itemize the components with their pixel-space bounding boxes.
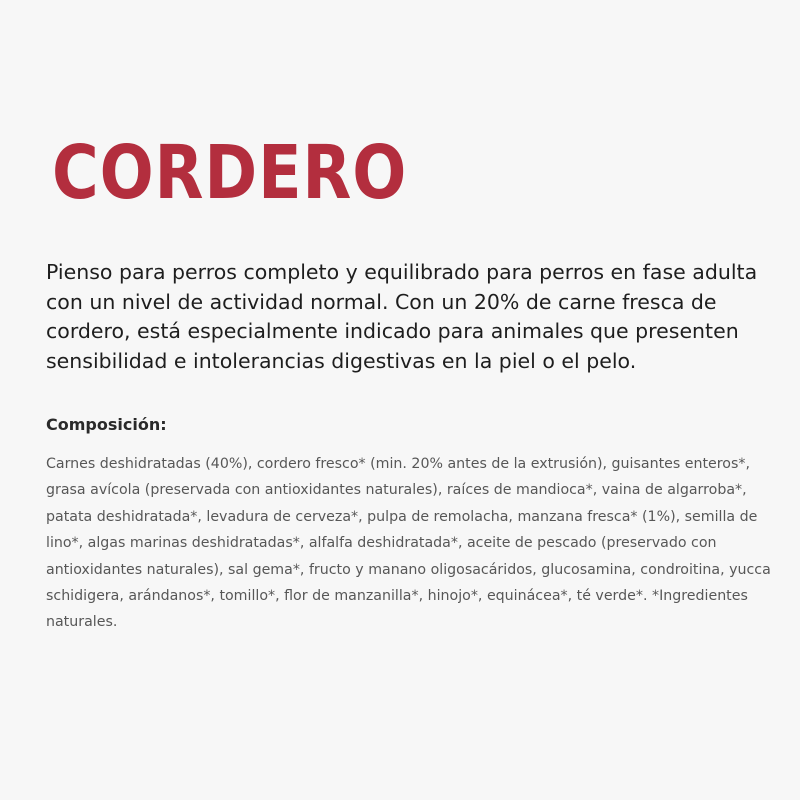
composition-text: Carnes deshidratadas (40%), cordero fresco* (min. 20% antes de la extrusión), guisantes enteros*, grasa avícola (preservada con antioxidantes naturales), raíces de mandioca*, vaina de algarroba*, patata deshidratada*, levadura de cerveza*, pulpa de remolacha, manzana fresca* (1%), semilla de lino*, algas marinas deshidratadas*, alfalfa deshidratada*, aceite de pescado (preservado con antioxidantes naturales), sal gema*, fructo y manano oligosacáridos, glucosamina, condroitina, yucca schidigera, arándanos*, tomillo*, flor de manzanilla*, hinojo*, equinácea*, té verde*. *Ingredientes naturales. [46,456,771,631]
product-title: CORDERO [52,130,408,216]
product-description: Pienso para perros completo y equilibrado para perros en fase adulta con un nivel de actividad normal. Con un 20% de carne fresca de cordero, está especialmente indicado para animales que presenten sensibilidad e intolerancias digestivas en la piel o el pelo. [46,260,758,373]
composition-heading: Composición: [46,415,167,434]
